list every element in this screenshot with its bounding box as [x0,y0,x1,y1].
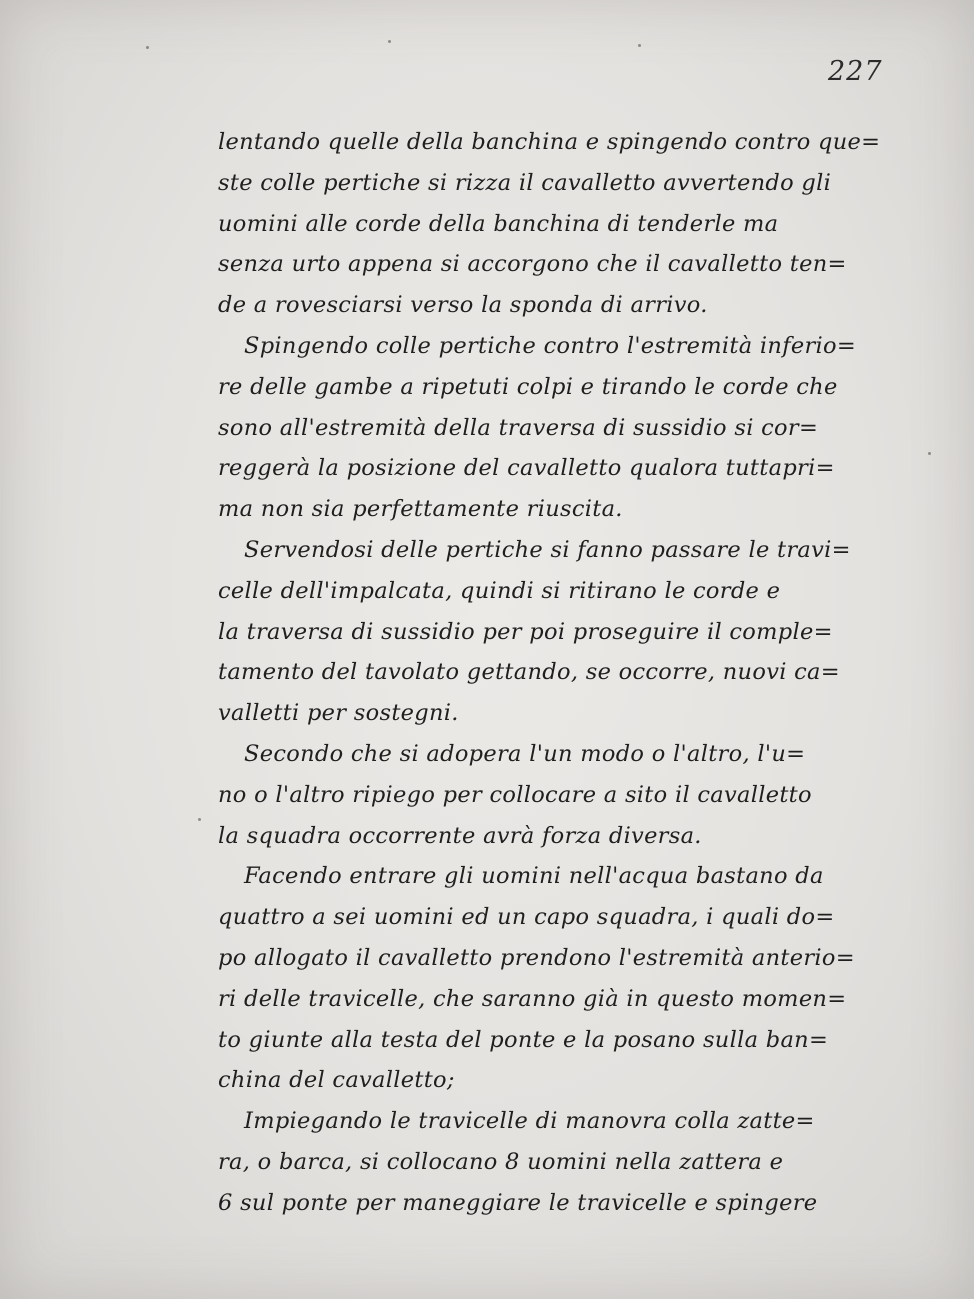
text-line: no o l'altro ripiego per collocare a sito il cavalletto [218,781,812,808]
text-line: to giunte alla testa del ponte e la posano sulla ban= [218,1026,829,1053]
text-line: re delle gambe a ripetuti colpi e tirando le corde che [218,373,838,400]
text-line: la traversa di sussidio per poi proseguire il comple= [218,618,833,645]
text-line: Facendo entrare gli uomini nell'acqua bastano da [244,863,824,890]
text-line: celle dell'impalcata, quindi si ritirano le corde e [218,577,781,604]
text-line: ra, o barca, si collocano 8 uomini nella zattera e [218,1148,784,1175]
text-line: Servendosi delle pertiche si fanno passare le travi= [244,536,851,563]
text-line: reggerà la posizione del cavalletto qualora tuttapri= [218,455,835,482]
text-line: sono all'estremità della traversa di sussidio si cor= [218,414,819,441]
text-line: po allogato il cavalletto prendono l'estremità anterio= [218,944,855,971]
handwritten-text-block [218,122,918,1224]
ink-speck [146,46,149,49]
ink-speck [638,44,641,47]
text-line: 6 sul ponte per maneggiare le travicelle e spingere [218,1189,818,1216]
text-line: uomini alle corde della banchina di tenderle ma [218,210,779,237]
page-number: 227 [828,56,883,87]
text-line: ri delle travicelle, che saranno già in questo momen= [218,985,847,1012]
ink-speck [388,40,391,43]
text-line: ste colle pertiche si rizza il cavalletto avvertendo gli [218,169,832,196]
text-line: valletti per sostegni. [218,700,459,727]
text-line: Secondo che si adopera l'un modo o l'altro, l'u= [244,740,806,767]
text-line: la squadra occorrente avrà forza diversa. [218,822,702,849]
ink-speck [198,818,201,821]
text-line: de a rovesciarsi verso la sponda di arrivo. [218,292,708,319]
text-line: senza urto appena si accorgono che il cavalletto ten= [218,251,847,278]
ink-speck [928,452,931,455]
text-line: tamento del tavolato gettando, se occorre, nuovi ca= [218,659,840,686]
text-line: quattro a sei uomini ed un capo squadra, i quali do= [218,904,835,931]
text-line: china del cavalletto; [218,1067,455,1094]
text-line: ma non sia perfettamente riuscita. [218,496,623,523]
text-line: lentando quelle della banchina e spingendo contro que= [218,129,881,155]
text-line: Impiegando le travicelle di manovra colla zatte= [244,1108,815,1135]
text-line: Spingendo colle pertiche contro l'estremità inferio= [244,332,857,359]
